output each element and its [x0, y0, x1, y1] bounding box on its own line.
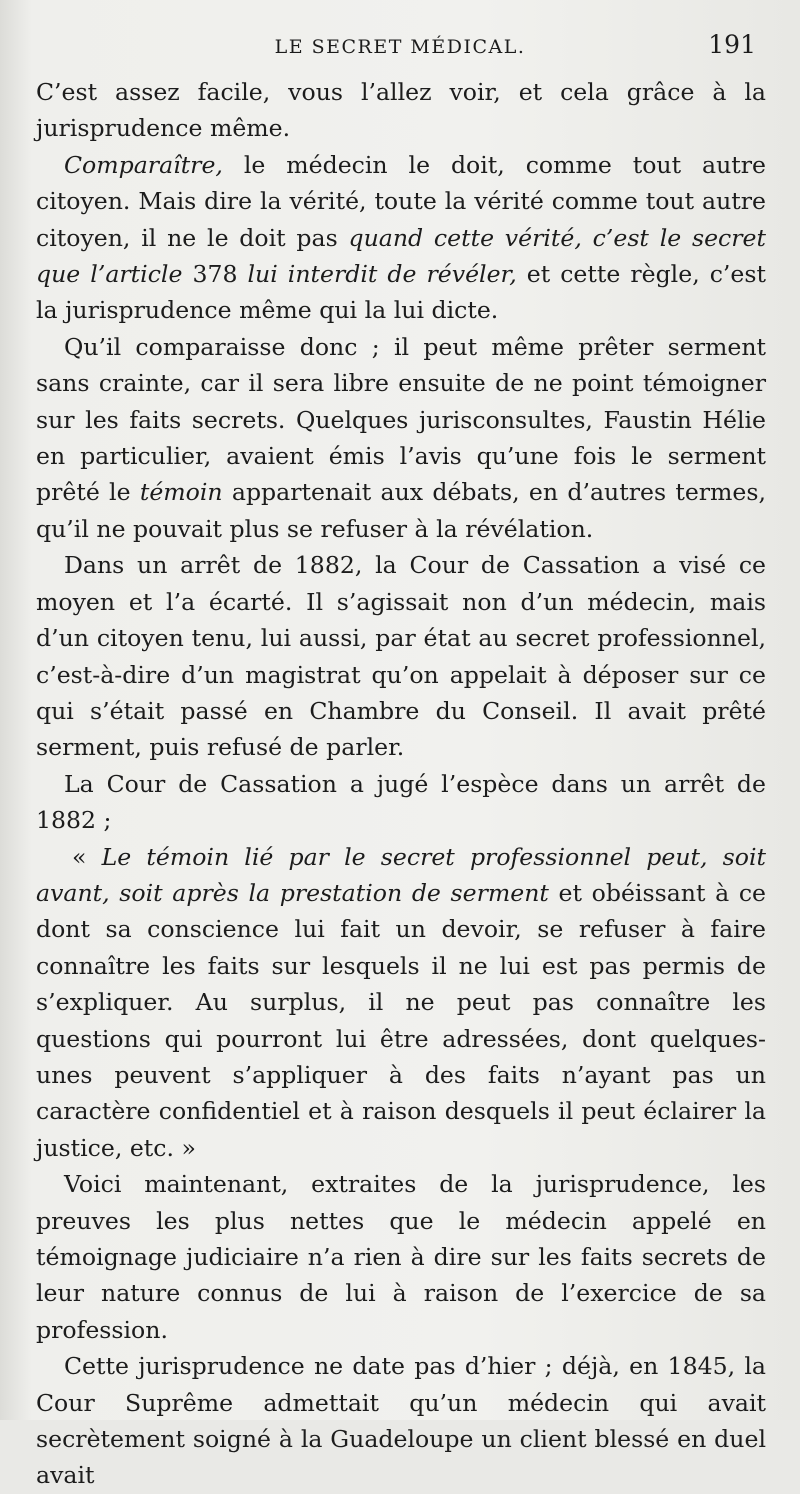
article-number: 378: [182, 260, 248, 289]
italic-temoin: témoin: [139, 478, 223, 507]
italic-quote-lead: Le témoin lié par le secret professionnel peut, soit avant, soit après la prestation de serment: [36, 842, 766, 907]
paragraph-7-text: Voici maintenant, extraites de la jurisprudence, les preuves les plus nettes que le médecin appelé en témoignage judiciaire n’a rien à dire sur les faits secrets de leur nature connus de lui à raison de l’exercice de sa profession.: [36, 1170, 766, 1344]
paragraph-4-text: Dans un arrêt de 1882, la Cour de Cassation a visé ce moyen et l’a écarté. Il s’agissait non d’un médecin, mais d’un citoyen tenu, lui aussi, par état au secret professionnel, c’est-à-dire d’un magistrat qu’on appelait à déposer sur ce qui s’était passé en Chambre du Conseil. Il avait prêté serment, puis refusé de parler.: [36, 551, 766, 762]
paragraph-3-text-a: Qu’il comparaisse donc ; il peut même prêter serment sans crainte, car il sera libre ensuite de ne point témoigner sur les faits secrets. Quelques jurisconsultes, Faustin Hélie en particulier, avaient émis l’avis qu’une fois le serment prêté le: [36, 332, 766, 507]
paragraph-5-text: La Cour de Cassation a jugé l’espèce dans un arrêt de 1882 ;: [36, 769, 766, 835]
paragraph-4: [36, 547, 766, 765]
paragraph-8-text: Cette jurisprudence ne date pas d’hier ; déjà, en 1845, la Cour Suprême admettait qu’un médecin qui avait secrètement soigné à la Guadeloupe un client blessé en duel avait: [36, 1352, 766, 1490]
paragraph-1-text: C’est assez facile, vous l’allez voir, et cela grâce à la jurisprudence même.: [36, 78, 766, 143]
paragraph-8: [36, 1348, 766, 1494]
italic-comparaitre: Comparaître,: [64, 150, 223, 179]
paragraph-5: [36, 766, 766, 839]
italic-lui-interdit: lui interdit de révéler,: [247, 260, 517, 289]
running-title: LE SECRET MÉDICAL.: [274, 36, 526, 58]
paragraph-3-text-b: appartenait aux débats, en d’autres termes, qu’il ne pouvait plus se refuser à la révélation.: [36, 478, 766, 543]
paragraph-7: [36, 1166, 766, 1348]
body-text: [36, 74, 766, 1494]
paragraph-1: [36, 74, 766, 147]
paragraph-3: [36, 329, 766, 547]
paragraph-2-text-a: le médecin le doit, comme tout autre citoyen. Mais dire la vérité, toute la vérité comme tout autre citoyen, il ne le doit pas: [36, 150, 766, 252]
paragraph-2-text-b: et cette règle, c’est la jurisprudence même qui la lui dicte.: [36, 260, 766, 325]
quotation-text: et obéissant à ce dont sa conscience lui fait un devoir, se refuser à faire connaître les faits sur lesquels il ne lui est pas permis de s’expliquer. Au surplus, il ne peut pas connaître les questions qui pourront lui être adressées, dont quelques-unes peuvent s’appliquer à des faits n’ayant pas un caractère confidentiel et à raison desquels il peut éclairer la justice, etc. »: [36, 878, 766, 1162]
page-number: 191: [708, 30, 756, 59]
page-header: [40, 30, 760, 66]
paragraph-2: [36, 147, 766, 329]
quote-open-mark: «: [72, 842, 102, 871]
italic-quand-cette-verite: quand cette vérité, c’est le secret que l’article: [36, 223, 766, 289]
quotation-paragraph: [36, 839, 766, 1167]
